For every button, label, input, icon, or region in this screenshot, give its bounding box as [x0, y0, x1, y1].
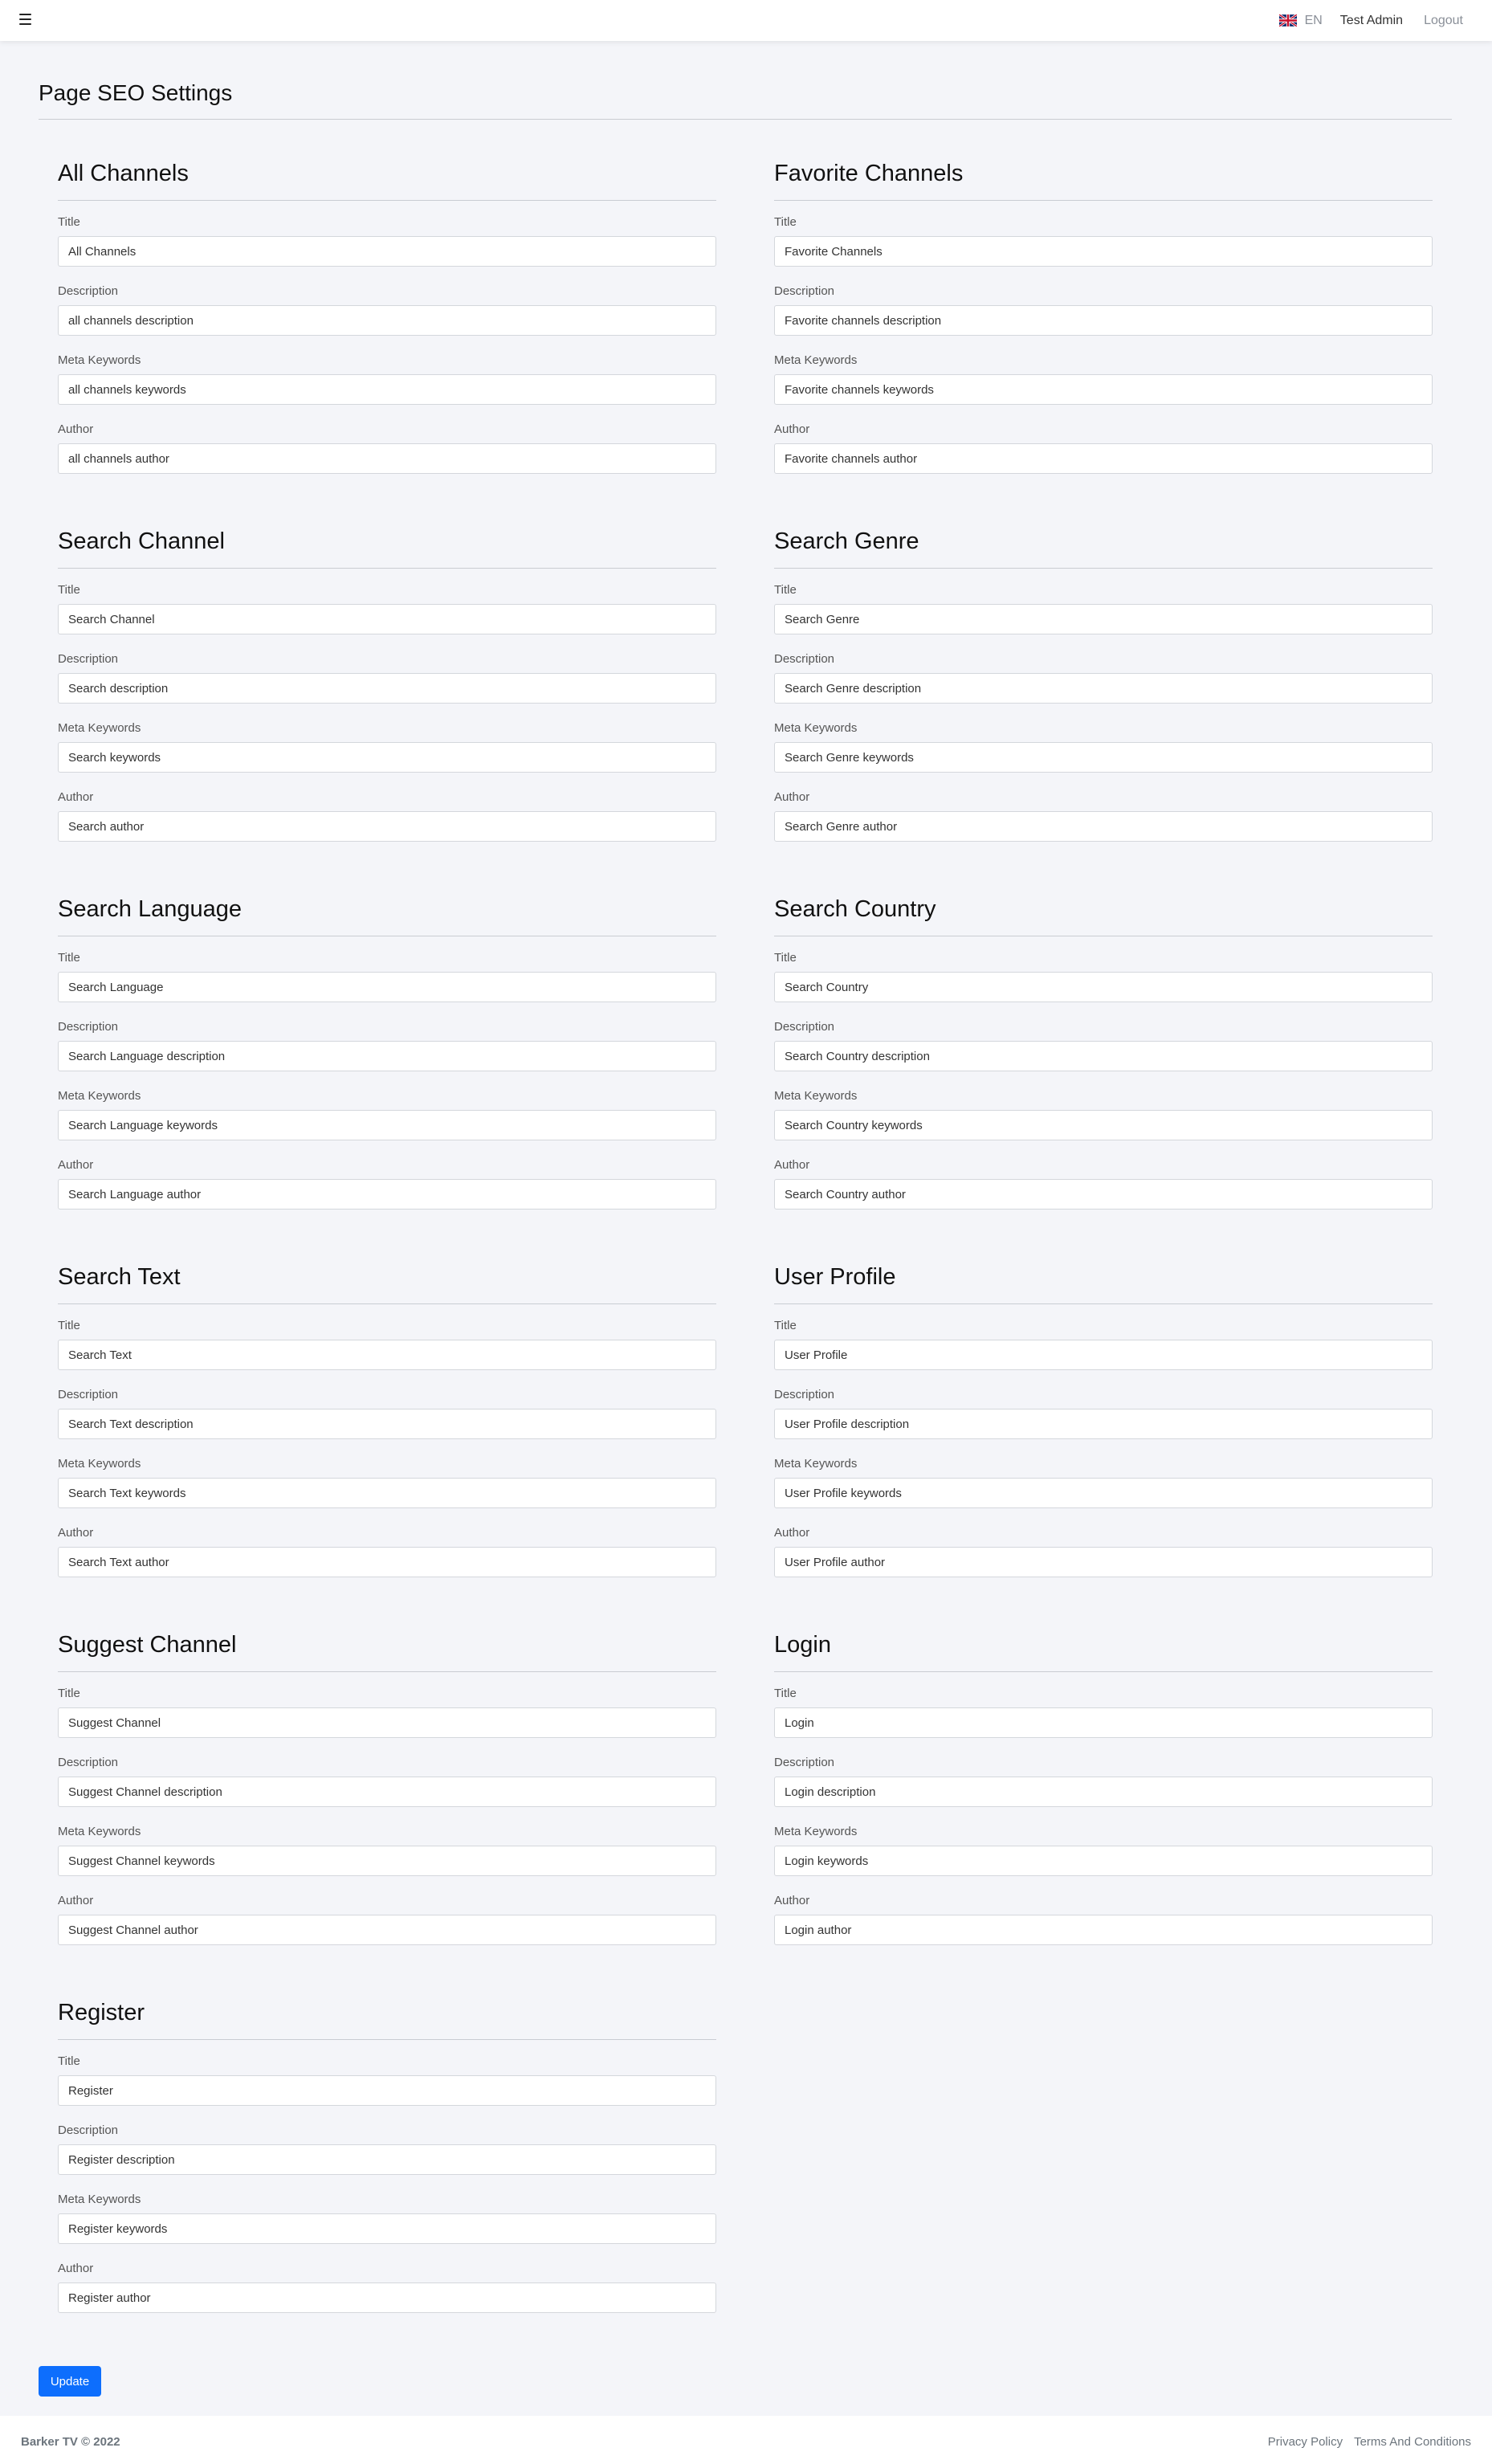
author-label: Author — [58, 1894, 94, 1907]
title-label: Title — [774, 1319, 797, 1332]
author-label: Author — [58, 2262, 94, 2275]
section-heading: All Channels — [58, 161, 189, 186]
meta-keywords-input[interactable] — [58, 374, 716, 405]
section-divider — [774, 200, 1433, 201]
title-label: Title — [774, 215, 797, 229]
description-input[interactable] — [58, 673, 716, 704]
title-label: Title — [774, 951, 797, 965]
meta-keywords-label: Meta Keywords — [774, 721, 858, 735]
navbar-right — [1279, 0, 1463, 41]
section-heading: User Profile — [774, 1264, 896, 1290]
author-label: Author — [774, 1158, 810, 1172]
author-label: Author — [774, 790, 810, 804]
description-input[interactable] — [774, 1409, 1433, 1439]
meta-keywords-input[interactable] — [58, 2213, 716, 2244]
meta-keywords-label: Meta Keywords — [774, 1457, 858, 1471]
meta-keywords-label: Meta Keywords — [774, 353, 858, 367]
author-input[interactable] — [774, 1179, 1433, 1210]
author-input[interactable] — [774, 1547, 1433, 1577]
section-divider — [58, 200, 716, 201]
description-input[interactable] — [58, 1409, 716, 1439]
footer — [0, 2416, 1492, 2464]
author-label: Author — [58, 1158, 94, 1172]
author-label: Author — [58, 422, 94, 436]
update-button[interactable]: Update — [39, 2366, 101, 2397]
author-input[interactable] — [774, 443, 1433, 474]
title-input[interactable] — [774, 972, 1433, 1002]
description-label: Description — [58, 284, 119, 298]
top-navbar — [0, 0, 1492, 41]
description-label: Description — [58, 1756, 119, 1769]
meta-keywords-input[interactable] — [774, 742, 1433, 773]
title-label: Title — [774, 1687, 797, 1700]
meta-keywords-input[interactable] — [58, 1846, 716, 1876]
meta-keywords-input[interactable] — [774, 374, 1433, 405]
author-input[interactable] — [58, 1547, 716, 1577]
title-input[interactable] — [58, 1340, 716, 1370]
description-label: Description — [58, 1388, 119, 1401]
section-heading: Search Channel — [58, 528, 225, 554]
page-title-divider — [39, 119, 1452, 120]
seo-section-search-genre — [774, 526, 1433, 858]
hamburger-menu-icon[interactable] — [19, 11, 35, 27]
author-input[interactable] — [58, 443, 716, 474]
description-input[interactable] — [774, 673, 1433, 704]
seo-section-user-profile — [774, 1262, 1433, 1593]
title-label: Title — [58, 1319, 80, 1332]
section-divider — [58, 1671, 716, 1672]
description-input[interactable] — [774, 1777, 1433, 1807]
section-divider — [58, 1303, 716, 1304]
title-input[interactable] — [774, 1340, 1433, 1370]
page-title: Page SEO Settings — [39, 80, 233, 105]
description-input[interactable] — [774, 1041, 1433, 1071]
author-input[interactable] — [774, 811, 1433, 842]
author-label: Author — [774, 422, 810, 436]
meta-keywords-label: Meta Keywords — [58, 1457, 141, 1471]
title-input[interactable] — [774, 1707, 1433, 1738]
section-heading: Login — [774, 1632, 831, 1658]
section-divider — [58, 568, 716, 569]
author-label: Author — [58, 790, 94, 804]
seo-section-search-country — [774, 894, 1433, 1226]
seo-section-register — [58, 1997, 716, 2329]
title-label: Title — [58, 215, 80, 229]
description-label: Description — [774, 284, 835, 298]
seo-section-favorite-channels — [774, 158, 1433, 490]
section-heading: Search Text — [58, 1264, 181, 1290]
meta-keywords-input[interactable] — [58, 1478, 716, 1508]
meta-keywords-label: Meta Keywords — [774, 1825, 858, 1838]
seo-section-all-channels — [58, 158, 716, 490]
meta-keywords-input[interactable] — [58, 1110, 716, 1140]
description-label: Description — [774, 652, 835, 666]
title-label: Title — [58, 951, 80, 965]
description-input[interactable] — [58, 2144, 716, 2175]
meta-keywords-label: Meta Keywords — [58, 1089, 141, 1103]
section-heading: Search Genre — [774, 528, 919, 554]
author-input[interactable] — [58, 811, 716, 842]
footer-links — [1268, 2435, 1471, 2449]
meta-keywords-label: Meta Keywords — [774, 1089, 858, 1103]
seo-section-login — [774, 1630, 1433, 1961]
title-label: Title — [58, 583, 80, 597]
description-label: Description — [58, 1020, 119, 1034]
author-label: Author — [774, 1894, 810, 1907]
seo-section-search-text — [58, 1262, 716, 1593]
title-input[interactable] — [58, 236, 716, 267]
description-label: Description — [58, 652, 119, 666]
author-input[interactable] — [58, 1915, 716, 1945]
title-input[interactable] — [774, 604, 1433, 634]
user-menu[interactable]: Test Admin — [1339, 13, 1404, 27]
meta-keywords-input[interactable] — [58, 742, 716, 773]
seo-section-suggest-channel — [58, 1630, 716, 1961]
meta-keywords-label: Meta Keywords — [58, 1825, 141, 1838]
title-input[interactable] — [58, 604, 716, 634]
section-divider — [58, 2039, 716, 2040]
section-divider — [774, 568, 1433, 569]
title-label: Title — [58, 2054, 80, 2068]
section-heading: Favorite Channels — [774, 161, 964, 186]
meta-keywords-input[interactable] — [774, 1846, 1433, 1876]
uk-flag-icon[interactable] — [1279, 14, 1297, 27]
logout-link[interactable]: Logout — [1424, 13, 1463, 27]
author-label: Author — [774, 1526, 810, 1540]
meta-keywords-label: Meta Keywords — [58, 721, 141, 735]
section-heading: Register — [58, 2000, 145, 2025]
author-input[interactable] — [58, 2282, 716, 2313]
section-divider — [774, 1303, 1433, 1304]
description-input[interactable] — [58, 305, 716, 336]
seo-section-search-language — [58, 894, 716, 1226]
description-label: Description — [774, 1756, 835, 1769]
seo-section-search-channel — [58, 526, 716, 858]
meta-keywords-label: Meta Keywords — [58, 353, 141, 367]
description-label: Description — [58, 2123, 119, 2137]
author-input[interactable] — [58, 1179, 716, 1210]
section-divider — [774, 1671, 1433, 1672]
privacy-policy-link[interactable]: Privacy Policy — [1267, 2435, 1343, 2449]
title-input[interactable] — [58, 972, 716, 1002]
section-heading: Search Country — [774, 896, 936, 922]
description-label: Description — [774, 1388, 835, 1401]
section-heading: Suggest Channel — [58, 1632, 237, 1658]
description-input[interactable] — [774, 305, 1433, 336]
description-label: Description — [774, 1020, 835, 1034]
title-label: Title — [58, 1687, 80, 1700]
meta-keywords-label: Meta Keywords — [58, 2193, 141, 2206]
title-label: Title — [774, 583, 797, 597]
description-input[interactable] — [58, 1041, 716, 1071]
copyright-text: Barker TV © 2022 — [21, 2435, 120, 2449]
title-input[interactable] — [774, 236, 1433, 267]
author-label: Author — [58, 1526, 94, 1540]
title-input[interactable] — [58, 1707, 716, 1738]
meta-keywords-input[interactable] — [774, 1478, 1433, 1508]
author-input[interactable] — [774, 1915, 1433, 1945]
description-input[interactable] — [58, 1777, 716, 1807]
terms-link[interactable]: Terms And Conditions — [1354, 2435, 1471, 2449]
title-input[interactable] — [58, 2075, 716, 2106]
language-selector[interactable]: EN — [1304, 13, 1323, 27]
section-heading: Search Language — [58, 896, 242, 922]
meta-keywords-input[interactable] — [774, 1110, 1433, 1140]
